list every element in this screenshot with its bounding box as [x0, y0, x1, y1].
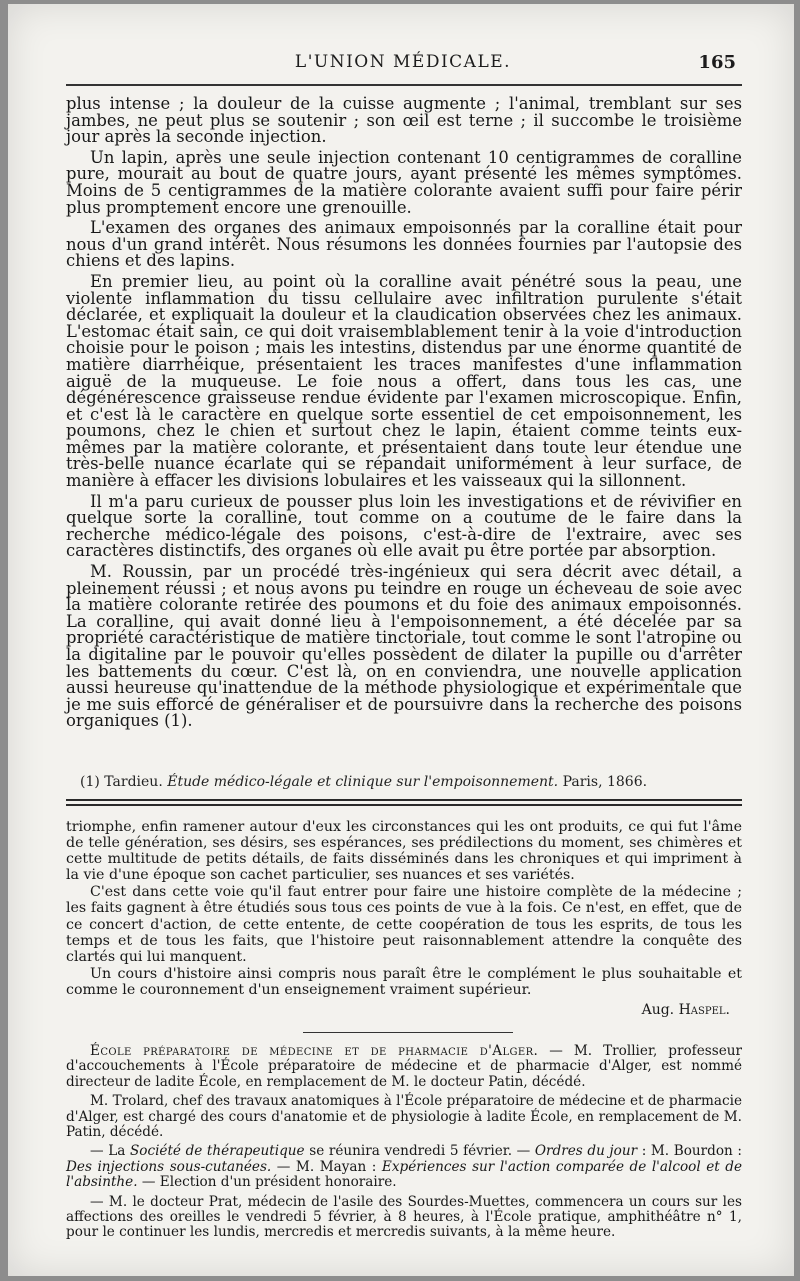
news-item — [66, 1044, 742, 1090]
news-section — [66, 1044, 742, 1241]
signature-first: Aug. — [641, 1002, 675, 1018]
journal-page — [8, 4, 794, 1276]
paragraph: plus intense ; la douleur de la cuisse augmente ; l'animal, tremblant sur ses jambes, ne peut plus se soutenir ; son œil est terne ; il succombe le troisième jour après la seconde injection. — [66, 94, 742, 147]
footnote-title: Étude médico-légale et clinique sur l'empoisonnement. — [167, 774, 559, 790]
talk-title: Des injections sous-cutanées. — [66, 1158, 272, 1175]
page-number: 165 — [698, 52, 736, 73]
paragraph: L'examen des organes des animaux empoisonnés par la coralline était pour nous d'un grand intérêt. Nous résumons les données fournies par l'autopsie des chiens et des lapins. — [66, 218, 742, 271]
news-item-heading: École préparatoire de médecine et de pharmacie d'Alger. — [90, 1043, 539, 1059]
news-item: M. Trolard, chef des travaux anatomiques à l'École préparatoire de médecine et de pharmacie d'Alger, est chargé des cours d'anatomie et de physiologie à ladite École, en remplacement de M. Patin, décédé. — [66, 1093, 742, 1141]
orders-label: Ordres du jour — [534, 1143, 638, 1160]
news-text: se réunira vendredi 5 février. — — [304, 1143, 535, 1160]
paragraph: M. Roussin, par un procédé très-ingénieux qui sera décrit avec détail, a pleinement réussi ; et nous avons pu teindre en rouge un écheveau de soie avec la matière colorante retirée des poumons et du foie des animaux empoisonnés. La coralline, qui avait donné lieu à l'empoisonnement, a été décelée par sa propriété caractéristique de matière tinctoriale, tout comme le sont l'atropine ou la digitaline par le pouvoir qu'elles possèdent de dilater la pupille ou d'arrêter les battements du cœur. C'est là, on en conviendra, une nouvelle application aussi heureuse qu'inattendue de la méthode physiologique et expérimentale que je me suis efforcé de généraliser et de poursuivre dans la recherche des poisons organiques (1). — [66, 562, 742, 731]
news-text: : M. Bourdon : — [637, 1143, 742, 1160]
article-body — [66, 96, 742, 730]
feuilleton-body — [66, 819, 742, 998]
news-item — [66, 1144, 742, 1190]
footnote-marker: (1) Tardieu. — [80, 774, 163, 790]
society-name: Société de thérapeutique — [129, 1143, 305, 1160]
author-signature — [642, 1002, 730, 1018]
talk-title: Expériences sur l'action comparée de l'alcool et de l'absinthe. — [66, 1158, 743, 1191]
page-header — [58, 44, 748, 84]
paragraph: C'est dans cette voie qu'il faut entrer pour faire une histoire complète de la médecine ; les faits gagnent à être étudiés sous tous ces points de vue à la fois. Ce n'est, en effet, que de ce concert d'action, de cette entente, de cette coopération de tous les esprits, de tous les temps et de tous les faits, que l'histoire peut raisonnablement attendre la conquête des clartés qui lui manquent. — [66, 884, 742, 965]
paragraph: triomphe, enfin ramener autour d'eux les circonstances qui les ont produits, ce qui fut l'âme de telle génération, ses désirs, ses espérances, ses prédilections du moment, ses chimères et cette multitude de petits détails, de faits disséminés dans les chroniques et qui impriment à la vie d'une époque son cachet particulier, ses nuances et ses variétés. — [66, 819, 742, 884]
section-divider — [303, 1032, 513, 1033]
paragraph: Un lapin, après une seule injection contenant 10 centigrammes de coralline pure, mourait au bout de quatre jours, ayant présenté les mêmes symptômes. Moins de 5 centigrammes de la matière colorante avaient suffi pour faire périr plus promptement encore une grenouille. — [66, 147, 742, 217]
news-item-text: — M. Trollier, professeur d'accouchements à l'École préparatoire de médecine et de pharmacie d'Alger, est nommé directeur de ladite École, en remplacement de M. le docteur Patin, décédé. — [66, 1043, 742, 1090]
feuilleton-divider — [66, 799, 742, 806]
paragraph: En premier lieu, au point où la coralline avait pénétré sous la peau, une violente inflammation du tissu cellulaire avec infiltration purulente s'était déclarée, et expliquait la douleur et la claudication observées chez les animaux. L'estomac était sain, ce qui doit vraisemblablement tenir à la voie d'introduction choisie pour le poison ; mais les intestins, distendus par une énorme quantité de matière diarrhéique, présentaient les traces manifestes d'une inflammation aiguë de la muqueuse. Le foie nous a offert, dans tous les cas, une dégénérescence graisseuse rendue évidente par l'examen microscopique. Enfin, et c'est là le caractère en quelque sorte essentiel de cet empoisonnement, les poumons, chez le chien et surtout chez le lapin, étaient comme teints eux-mêmes par la matière colorante, et présentaient dans toute leur étendue une très-belle nuance écarlate qui se répandait uniformément à leur surface, de manière à effacer les divisions lobulaires et les vaisseaux qui la sillonnent. — [66, 271, 742, 491]
paragraph: Il m'a paru curieux de pousser plus loin les investigations et de révivifier en quelque sorte la coralline, tout comme on a coutume de le faire dans la recherche médico-légale des poisons, c'est-à-dire de l'extraire, avec ses caractères distinctifs, des organes où elle avait pu être portée par absorption. — [66, 491, 742, 561]
footnote-place-year: Paris, 1866. — [562, 774, 648, 790]
news-text: — M. Mayan : — [271, 1158, 382, 1175]
news-text: — Election d'un président honoraire. — [137, 1174, 397, 1191]
news-item: — M. le docteur Prat, médecin de l'asile des Sourdes-Muettes, commencera un cours sur les affections des oreilles le vendredi 5 février, à 8 heures, à l'École pratique, amphithéâtre n° 1, pour le continuer les lundis, mercredis et mercredis suivants, à la même heure. — [66, 1193, 742, 1241]
signature-last: Haspel. — [678, 1002, 730, 1018]
news-text: — La — [90, 1143, 130, 1160]
footnote — [80, 774, 740, 790]
header-rule — [66, 84, 742, 86]
paragraph: Un cours d'histoire ainsi compris nous paraît être le complément le plus souhaitable et comme le couronnement d'un enseignement vraiment supérieur. — [66, 965, 742, 998]
journal-title: L'UNION MÉDICALE. — [294, 52, 512, 72]
